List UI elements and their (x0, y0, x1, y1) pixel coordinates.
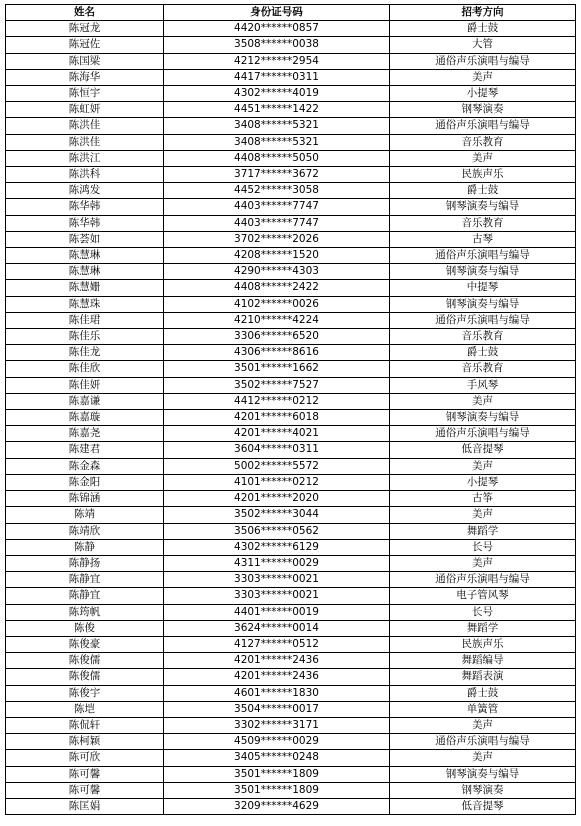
cell-major: 爵士鼓 (390, 685, 576, 701)
cell-major: 通俗声乐演唱与编导 (390, 572, 576, 588)
cell-id-number: 4302******4019 (164, 86, 390, 102)
cell-id-number: 4212******2954 (164, 53, 390, 69)
cell-major: 舞蹈表演 (390, 669, 576, 685)
cell-name: 陈佳乐 (6, 329, 164, 345)
cell-id-number: 4311******0029 (164, 555, 390, 571)
cell-major: 通俗声乐演唱与编导 (390, 426, 576, 442)
cell-name: 陈佳妍 (6, 377, 164, 393)
cell-major: 钢琴演奏与编导 (390, 264, 576, 280)
cell-name: 陈侃轩 (6, 717, 164, 733)
table-row (6, 183, 576, 199)
cell-major: 小提琴 (390, 86, 576, 102)
cell-name: 陈俊儒 (6, 669, 164, 685)
table-row (6, 361, 576, 377)
cell-id-number: 4403******7747 (164, 199, 390, 215)
cell-id-number: 3306******6520 (164, 329, 390, 345)
cell-major: 美声 (390, 150, 576, 166)
cell-major: 音乐教育 (390, 361, 576, 377)
cell-name: 陈海华 (6, 69, 164, 85)
cell-major: 钢琴演奏与编导 (390, 766, 576, 782)
table-row (6, 523, 576, 539)
cell-major: 美声 (390, 717, 576, 733)
cell-major: 古琴 (390, 231, 576, 247)
table-row (6, 167, 576, 183)
table-row (6, 636, 576, 652)
cell-name: 陈慧珠 (6, 296, 164, 312)
cell-name: 陈垲 (6, 701, 164, 717)
cell-major: 长号 (390, 604, 576, 620)
cell-major: 小提琴 (390, 474, 576, 490)
cell-major: 美声 (390, 393, 576, 409)
cell-major: 民族声乐 (390, 167, 576, 183)
cell-major: 通俗声乐演唱与编导 (390, 312, 576, 328)
cell-id-number: 4420******0857 (164, 21, 390, 37)
cell-major: 舞蹈学 (390, 523, 576, 539)
table-row (6, 134, 576, 150)
cell-name: 陈金阳 (6, 474, 164, 490)
table-row (6, 377, 576, 393)
table-row (6, 782, 576, 798)
cell-name: 陈佳龙 (6, 345, 164, 361)
cell-name: 陈靖 (6, 507, 164, 523)
table-row (6, 604, 576, 620)
applicant-table (5, 4, 576, 815)
cell-name: 陈荟如 (6, 231, 164, 247)
cell-major: 手风琴 (390, 377, 576, 393)
table-row (6, 798, 576, 814)
cell-id-number: 3405******0248 (164, 750, 390, 766)
table-row (6, 685, 576, 701)
cell-name: 陈洪佳 (6, 118, 164, 134)
table-row (6, 393, 576, 409)
cell-major: 音乐教育 (390, 134, 576, 150)
cell-id-number: 4412******0212 (164, 393, 390, 409)
cell-name: 陈柯颖 (6, 734, 164, 750)
cell-id-number: 3502******7527 (164, 377, 390, 393)
cell-id-number: 4451******1422 (164, 102, 390, 118)
table-row (6, 118, 576, 134)
cell-name: 陈俊儒 (6, 653, 164, 669)
cell-major: 音乐教育 (390, 215, 576, 231)
cell-name: 陈虹妍 (6, 102, 164, 118)
cell-id-number: 3408******5321 (164, 134, 390, 150)
cell-id-number: 3501******1662 (164, 361, 390, 377)
cell-id-number: 3508******0038 (164, 37, 390, 53)
cell-id-number: 4509******0029 (164, 734, 390, 750)
cell-name: 陈华韩 (6, 199, 164, 215)
cell-id-number: 4408******2422 (164, 280, 390, 296)
header-row (6, 5, 576, 21)
cell-major: 爵士鼓 (390, 183, 576, 199)
cell-id-number: 4401******0019 (164, 604, 390, 620)
cell-major: 大管 (390, 37, 576, 53)
cell-name: 陈冠龙 (6, 21, 164, 37)
table-row (6, 620, 576, 636)
cell-id-number: 4302******6129 (164, 539, 390, 555)
cell-name: 陈洪科 (6, 167, 164, 183)
cell-major: 单簧管 (390, 701, 576, 717)
table-row (6, 21, 576, 37)
cell-name: 陈可馨 (6, 782, 164, 798)
table-row (6, 280, 576, 296)
cell-name: 陈慧琳 (6, 248, 164, 264)
table-row (6, 474, 576, 490)
table-row (6, 458, 576, 474)
table-row (6, 102, 576, 118)
cell-name: 陈恒宇 (6, 86, 164, 102)
cell-name: 陈金森 (6, 458, 164, 474)
cell-major: 电子管风琴 (390, 588, 576, 604)
cell-id-number: 4201******4021 (164, 426, 390, 442)
cell-major: 爵士鼓 (390, 21, 576, 37)
cell-name: 陈锦涵 (6, 491, 164, 507)
table-row (6, 750, 576, 766)
cell-major: 通俗声乐演唱与编导 (390, 118, 576, 134)
cell-id-number: 5002******5572 (164, 458, 390, 474)
header-id-number: 身份证号码 (164, 5, 390, 21)
cell-major: 音乐教育 (390, 329, 576, 345)
cell-name: 陈洪江 (6, 150, 164, 166)
cell-name: 陈可馨 (6, 766, 164, 782)
cell-major: 钢琴演奏与编导 (390, 199, 576, 215)
cell-id-number: 3302******3171 (164, 717, 390, 733)
cell-major: 通俗声乐演唱与编导 (390, 248, 576, 264)
cell-name: 陈静宜 (6, 572, 164, 588)
cell-major: 通俗声乐演唱与编导 (390, 53, 576, 69)
cell-name: 陈慧琳 (6, 264, 164, 280)
cell-name: 陈国梁 (6, 53, 164, 69)
cell-name: 陈静宜 (6, 588, 164, 604)
table-row (6, 653, 576, 669)
table-row (6, 410, 576, 426)
cell-id-number: 4601******1830 (164, 685, 390, 701)
cell-id-number: 3303******0021 (164, 588, 390, 604)
cell-name: 陈静扬 (6, 555, 164, 571)
cell-id-number: 3303******0021 (164, 572, 390, 588)
table-row (6, 766, 576, 782)
cell-major: 民族声乐 (390, 636, 576, 652)
cell-name: 陈嘉璇 (6, 410, 164, 426)
cell-name: 陈筠帆 (6, 604, 164, 620)
cell-id-number: 4201******2020 (164, 491, 390, 507)
table-row (6, 296, 576, 312)
cell-name: 陈嘉谦 (6, 393, 164, 409)
cell-name: 陈洪佳 (6, 134, 164, 150)
cell-name: 陈冠佐 (6, 37, 164, 53)
cell-id-number: 4201******2436 (164, 669, 390, 685)
cell-major: 舞蹈编导 (390, 653, 576, 669)
cell-id-number: 3502******3044 (164, 507, 390, 523)
table-row (6, 426, 576, 442)
cell-major: 低音提琴 (390, 798, 576, 814)
table-row (6, 329, 576, 345)
table-row (6, 539, 576, 555)
cell-id-number: 4127******0512 (164, 636, 390, 652)
table-row (6, 345, 576, 361)
cell-major: 爵士鼓 (390, 345, 576, 361)
cell-major: 通俗声乐演唱与编导 (390, 734, 576, 750)
table-row (6, 717, 576, 733)
cell-id-number: 3501******1809 (164, 766, 390, 782)
cell-name: 陈嘉尧 (6, 426, 164, 442)
cell-id-number: 3408******5321 (164, 118, 390, 134)
cell-major: 钢琴演奏与编导 (390, 296, 576, 312)
cell-name: 陈静 (6, 539, 164, 555)
cell-name: 陈鸿发 (6, 183, 164, 199)
cell-major: 钢琴演奏与编导 (390, 410, 576, 426)
table-row (6, 555, 576, 571)
cell-major: 美声 (390, 69, 576, 85)
cell-id-number: 4452******3058 (164, 183, 390, 199)
cell-id-number: 4210******4224 (164, 312, 390, 328)
cell-major: 低音提琴 (390, 442, 576, 458)
cell-major: 钢琴演奏 (390, 102, 576, 118)
cell-id-number: 3501******1809 (164, 782, 390, 798)
table-row (6, 669, 576, 685)
cell-name: 陈华韩 (6, 215, 164, 231)
table-body (6, 21, 576, 815)
cell-id-number: 4403******7747 (164, 215, 390, 231)
cell-id-number: 3717******3672 (164, 167, 390, 183)
table-row (6, 701, 576, 717)
cell-name: 陈匡娟 (6, 798, 164, 814)
cell-id-number: 3209******4629 (164, 798, 390, 814)
table-row (6, 507, 576, 523)
cell-id-number: 3702******2026 (164, 231, 390, 247)
cell-id-number: 4208******1520 (164, 248, 390, 264)
cell-major: 中提琴 (390, 280, 576, 296)
cell-id-number: 4306******8616 (164, 345, 390, 361)
header-name: 姓名 (6, 5, 164, 21)
cell-id-number: 4408******5050 (164, 150, 390, 166)
cell-major: 古筝 (390, 491, 576, 507)
table-row (6, 199, 576, 215)
cell-id-number: 3604******0311 (164, 442, 390, 458)
cell-name: 陈佳珺 (6, 312, 164, 328)
cell-name: 陈慧姗 (6, 280, 164, 296)
cell-name: 陈俊豪 (6, 636, 164, 652)
cell-major: 美声 (390, 750, 576, 766)
table-row (6, 264, 576, 280)
cell-major: 钢琴演奏 (390, 782, 576, 798)
table-row (6, 215, 576, 231)
table-row (6, 312, 576, 328)
cell-name: 陈建君 (6, 442, 164, 458)
cell-name: 陈靖欣 (6, 523, 164, 539)
table-row (6, 248, 576, 264)
cell-major: 美声 (390, 555, 576, 571)
cell-id-number: 3504******0017 (164, 701, 390, 717)
table-row (6, 231, 576, 247)
cell-id-number: 4201******6018 (164, 410, 390, 426)
cell-name: 陈佳欣 (6, 361, 164, 377)
cell-id-number: 4102******0026 (164, 296, 390, 312)
table-row (6, 442, 576, 458)
table-row (6, 491, 576, 507)
cell-major: 舞蹈学 (390, 620, 576, 636)
cell-name: 陈可欣 (6, 750, 164, 766)
table-row (6, 588, 576, 604)
table-row (6, 572, 576, 588)
table-row (6, 86, 576, 102)
table-row (6, 734, 576, 750)
cell-name: 陈俊宇 (6, 685, 164, 701)
header-major: 招考方向 (390, 5, 576, 21)
cell-id-number: 4101******0212 (164, 474, 390, 490)
cell-name: 陈俊 (6, 620, 164, 636)
table-row (6, 37, 576, 53)
page (5, 4, 575, 815)
cell-id-number: 4290******4303 (164, 264, 390, 280)
cell-id-number: 4201******2436 (164, 653, 390, 669)
cell-major: 长号 (390, 539, 576, 555)
cell-major: 美声 (390, 458, 576, 474)
cell-id-number: 4417******0311 (164, 69, 390, 85)
table-row (6, 53, 576, 69)
cell-major: 美声 (390, 507, 576, 523)
table-row (6, 150, 576, 166)
table-row (6, 69, 576, 85)
cell-id-number: 3506******0562 (164, 523, 390, 539)
cell-id-number: 3624******0014 (164, 620, 390, 636)
